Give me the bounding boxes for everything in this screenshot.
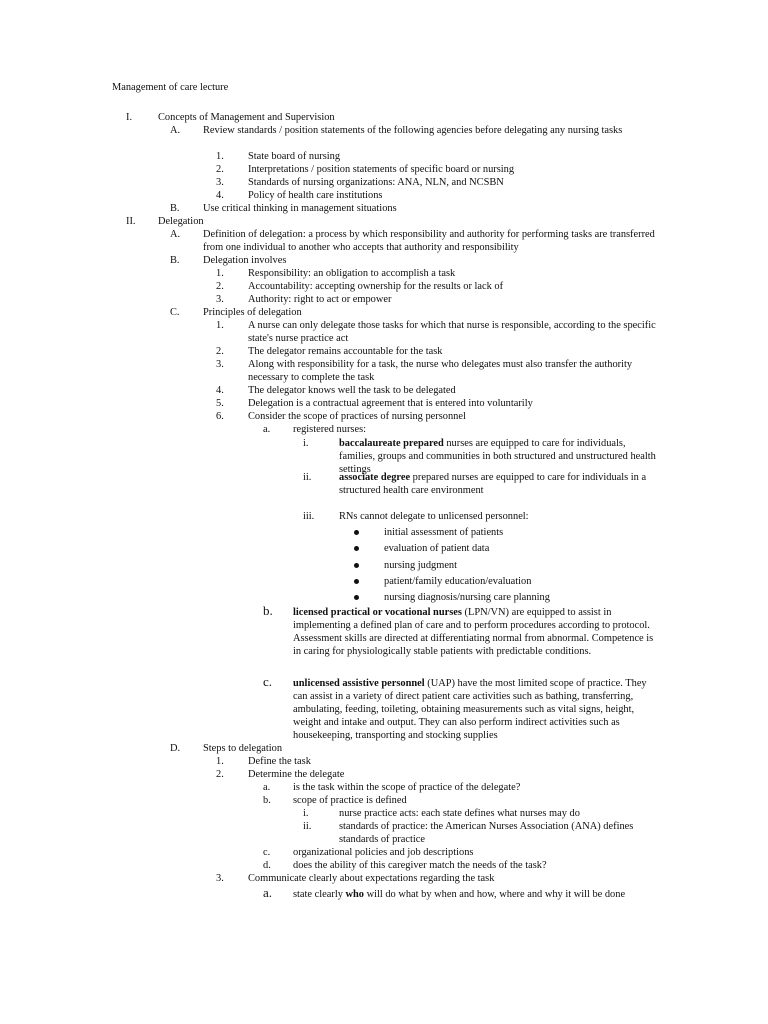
- outline-marker: b.: [263, 795, 271, 806]
- outline-text-body: Review standards / position statements of the following agencies before delegating any nursing tasks: [203, 125, 623, 136]
- outline-text: [293, 677, 663, 742]
- outline-text: [248, 345, 663, 358]
- outline-marker: D.: [170, 743, 181, 754]
- outline-text-body: prepared nurses are equipped to care for individuals in a structured health care environment: [339, 472, 647, 496]
- outline-marker: I.: [126, 112, 133, 123]
- outline-marker: 2.: [216, 164, 224, 175]
- outline-marker: d.: [263, 860, 271, 871]
- outline-emphasis: who: [345, 889, 364, 900]
- outline-text-body: Communicate clearly about expectations regarding the task: [248, 873, 495, 884]
- outline-text-body: nursing diagnosis/nursing care planning: [384, 592, 550, 603]
- outline-text-body: state clearly: [293, 889, 346, 900]
- outline-text: [293, 888, 663, 901]
- outline-text: [248, 872, 663, 885]
- outline-text: [203, 742, 663, 755]
- outline-text-body: organizational policies and job descriptions: [293, 847, 474, 858]
- outline-text: [339, 807, 663, 820]
- outline-text: [293, 846, 663, 859]
- outline-marker: 2.: [216, 281, 224, 292]
- outline-text: [203, 306, 663, 319]
- outline-marker: 4.: [216, 385, 224, 396]
- outline-term: licensed practical or vocational nurses: [293, 607, 462, 618]
- outline-marker: 1.: [216, 756, 224, 767]
- outline-text-body: Define the task: [248, 756, 311, 767]
- outline-text: [248, 150, 663, 163]
- outline-text-body: Standards of nursing organizations: ANA, NLN, and NCSBN: [248, 177, 504, 188]
- outline-text: [203, 254, 663, 267]
- outline-text: [248, 358, 663, 384]
- outline-text: [339, 471, 663, 497]
- outline-text: [158, 215, 663, 228]
- outline-text-body: Along with responsibility for a task, the nurse who delegates must also transfer the authority necessary to complete the task: [248, 359, 633, 383]
- outline-text-body: Interpretations / position statements of specific board or nursing: [248, 164, 515, 175]
- outline-marker: B.: [170, 255, 180, 266]
- outline-text: [248, 280, 663, 293]
- outline-marker: 5.: [216, 398, 224, 409]
- outline-text-body: initial assessment of patients: [384, 527, 504, 538]
- outline-text: [293, 781, 663, 794]
- bullet-icon: [354, 546, 359, 551]
- bullet-icon: [354, 530, 359, 535]
- outline-marker: A.: [170, 125, 181, 136]
- outline-marker: 2.: [216, 346, 224, 357]
- outline-text-body: registered nurses:: [293, 424, 366, 435]
- outline-marker: iii.: [303, 511, 315, 522]
- outline-text-body: nurse practice acts: each state defines what nurses may do: [339, 808, 580, 819]
- outline-term: associate degree: [339, 472, 411, 483]
- outline-text: [248, 410, 663, 423]
- outline-text-body: Definition of delegation: a process by which responsibility and authority for performing tasks are transferred from one individual to another who accepts that authority and responsibility: [203, 229, 655, 253]
- outline-marker: b.: [263, 603, 273, 618]
- outline-text: [293, 794, 663, 807]
- outline-text: [384, 559, 663, 572]
- outline-text-body: is the task within the scope of practice of the delegate?: [293, 782, 521, 793]
- outline-text: [384, 591, 663, 604]
- outline-marker: ii.: [303, 472, 312, 483]
- outline-text-body: Delegation is a contractual agreement that is entered into voluntarily: [248, 398, 533, 409]
- outline-text: [248, 293, 663, 306]
- outline-text: [384, 575, 663, 588]
- outline-text-body: Consider the scope of practices of nursing personnel: [248, 411, 466, 422]
- outline-text: [384, 542, 663, 555]
- outline-marker: c.: [263, 847, 271, 858]
- outline-text: [248, 397, 663, 410]
- document-title: Management of care lecture: [112, 82, 229, 93]
- outline-text-body: patient/family education/evaluation: [384, 576, 532, 587]
- outline-text-body: Delegation: [158, 216, 204, 227]
- outline-marker: 4.: [216, 190, 224, 201]
- outline-marker: a.: [263, 424, 271, 435]
- outline-marker: ii.: [303, 821, 312, 832]
- outline-text-tail: will do what by when and how, where and why it will be done: [364, 889, 626, 900]
- outline-text-body: Concepts of Management and Supervision: [158, 112, 335, 123]
- outline-text: [248, 768, 663, 781]
- outline-text-body: Authority: right to act or empower: [248, 294, 392, 305]
- outline-text-body: evaluation of patient data: [384, 543, 490, 554]
- outline-text-body: does the ability of this caregiver match the needs of the task?: [293, 860, 547, 871]
- outline-marker: c.: [263, 674, 273, 689]
- outline-marker: 1.: [216, 151, 224, 162]
- outline-text: [293, 606, 663, 658]
- outline-marker: a.: [263, 782, 271, 793]
- outline-text-body: nurses are equipped to care for individuals, families, groups and communities in both structured and unstructured health settings: [339, 438, 656, 475]
- outline-marker: 3.: [216, 873, 224, 884]
- outline-text-body: Responsibility: an obligation to accomplish a task: [248, 268, 456, 279]
- outline-text-body: Policy of health care institutions: [248, 190, 383, 201]
- bullet-icon: [354, 595, 359, 600]
- outline-text-body: Principles of delegation: [203, 307, 302, 318]
- outline-marker: 3.: [216, 359, 224, 370]
- outline-text-body: scope of practice is defined: [293, 795, 407, 806]
- outline-marker: 3.: [216, 177, 224, 188]
- outline-text-body: Determine the delegate: [248, 769, 345, 780]
- outline-marker: 2.: [216, 769, 224, 780]
- outline-marker: 3.: [216, 294, 224, 305]
- outline-marker: i.: [303, 438, 309, 449]
- outline-marker: 6.: [216, 411, 224, 422]
- outline-text: [158, 111, 663, 124]
- outline-text: [248, 267, 663, 280]
- outline-text: [384, 526, 663, 539]
- outline-text: [248, 189, 663, 202]
- outline-text: [339, 510, 663, 523]
- outline-text-body: Steps to delegation: [203, 743, 283, 754]
- outline-text: [339, 820, 663, 846]
- outline-marker: B.: [170, 203, 180, 214]
- outline-marker: 1.: [216, 320, 224, 331]
- outline-text-body: A nurse can only delegate those tasks for which that nurse is responsible, according to the specific state's nurse practice act: [248, 320, 656, 344]
- outline-term: baccalaureate prepared: [339, 438, 444, 449]
- outline-text-body: RNs cannot delegate to unlicensed personnel:: [339, 511, 529, 522]
- outline-text-body: State board of nursing: [248, 151, 341, 162]
- outline-text-body: Use critical thinking in management situations: [203, 203, 397, 214]
- outline-marker: A.: [170, 229, 181, 240]
- outline-text: [293, 859, 663, 872]
- outline-text: [203, 202, 663, 215]
- outline-marker: 1.: [216, 268, 224, 279]
- outline-text-body: (UAP) have the most limited scope of practice. They can assist in a variety of direct patient care activities such as bathing, transferring, ambulating, feeding, toileting, obtaining measurements such as vital signs, height, weight and intake and output. They can also perform indirect activities such as housekeeping, transporting and stocking supplies: [293, 678, 647, 741]
- outline-text: [248, 163, 663, 176]
- outline-text-body: nursing judgment: [384, 560, 458, 571]
- outline-text-body: standards of practice: the American Nurses Association (ANA) defines standards of practice: [339, 821, 634, 845]
- outline-marker: a.: [263, 885, 273, 900]
- bullet-icon: [354, 579, 359, 584]
- outline-text: [248, 319, 663, 345]
- outline-text: [248, 176, 663, 189]
- outline-text-body: Accountability: accepting ownership for the results or lack of: [248, 281, 504, 292]
- outline-text-body: The delegator knows well the task to be delegated: [248, 385, 456, 396]
- outline-marker: II.: [126, 216, 136, 227]
- outline-marker: i.: [303, 808, 309, 819]
- outline-text: [248, 755, 663, 768]
- outline-text-body: The delegator remains accountable for the task: [248, 346, 443, 357]
- outline-term: unlicensed assistive personnel: [293, 678, 425, 689]
- outline-marker: C.: [170, 307, 180, 318]
- bullet-icon: [354, 563, 359, 568]
- outline-text: [248, 384, 663, 397]
- outline-text: [203, 228, 663, 254]
- outline-text: [203, 124, 663, 137]
- outline-text: [293, 423, 663, 436]
- outline-text-body: Delegation involves: [203, 255, 287, 266]
- outline-text-body: (LPN/VN) are equipped to assist in implementing a defined plan of care and to perform procedures according to protocol. Assessment skills are directed at differentiating normal from abnormal. Competence is in caring for physiologically stable patients with predictable conditions.: [293, 607, 654, 657]
